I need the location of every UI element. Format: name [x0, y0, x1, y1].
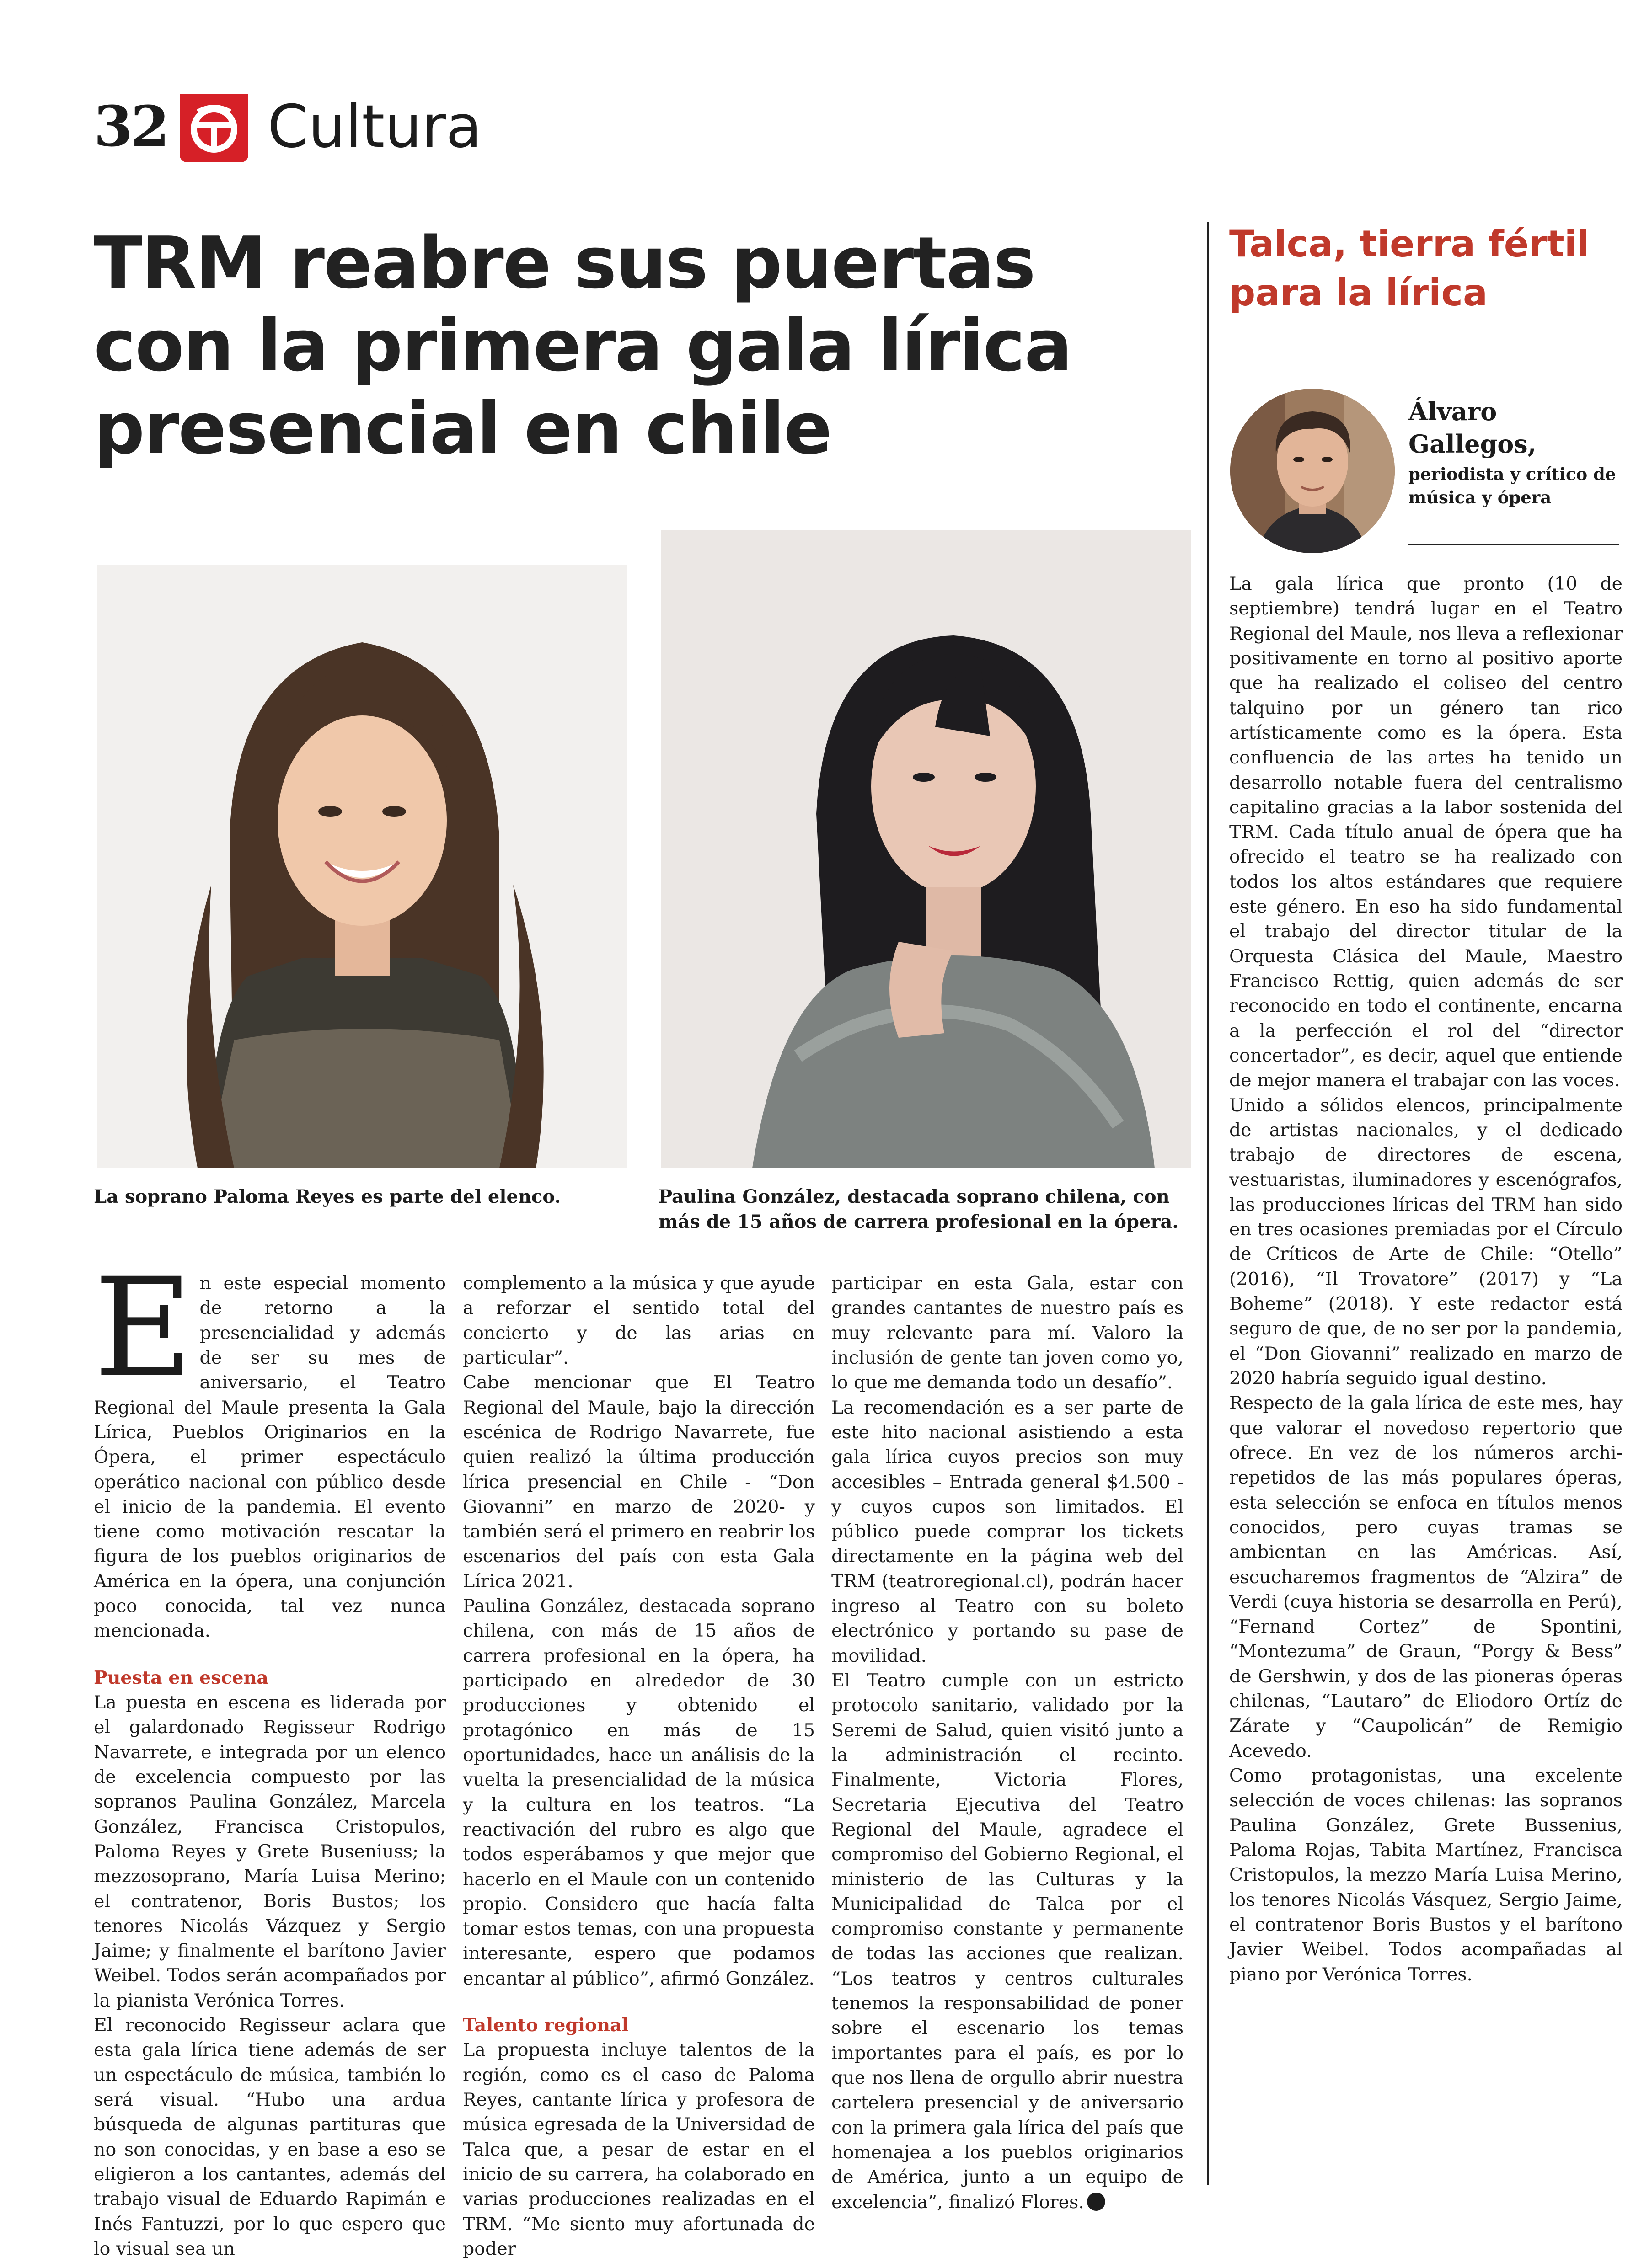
paragraph: Como protagonistas, una excelente selección de voces chilenas: las sopranos Paulina González, Grete Bussenius, Paloma Rojas, Tabita Martínez, Francisca Cristopulos, la mezzo María Luisa Merino, los tenores Nicolás Vásquez, Sergio Jaime, el contratenor Boris Bustos y el barítono Javier Weibel. Todos acompañadas al piano por Verónica Torres.: [1229, 1765, 1623, 1985]
article-column-2: [463, 1271, 815, 2261]
end-mark-icon: [1087, 2193, 1105, 2211]
article-column-1: [94, 1249, 446, 2261]
photo-paulina-gonzalez: [661, 530, 1191, 1168]
page-number: 32: [94, 93, 168, 159]
article-headline: TRM reabre sus puertas con la primera gala lírica presencial en chile: [94, 221, 1072, 470]
paragraph: Respecto de la gala lírica de este mes, hay que valorar el novedoso repertorio que ofrece. En vez de los números archi-repetidos de las más populares óperas, esta selección se enfoca en títulos menos conocidos, pero cuyas tramas se ambientan en las Américas. Así, escucharemos fragmentos de “Alzira” de Verdi (cuya historia se desarrolla en Perú), “Fernand Cortez” de Spontini, “Montezuma” de Graun, “Porgy & Bess” de Gershwin, y dos de las pioneras óperas chilenas, “Lautaro” de Eliodoro Ortíz de Zárate y “Caupolicán” de Remigio Acevedo.: [1229, 1393, 1623, 1761]
subheading: Talento regional: [463, 2015, 629, 2036]
photo-caption: La soprano Paloma Reyes es parte del elenco.: [94, 1186, 561, 1207]
opinion-title: Talca, tierra fértil para la lírica: [1229, 223, 1590, 315]
subheading: Puesta en escena: [94, 1667, 268, 1688]
section-title: Cultura: [268, 93, 482, 161]
paragraph: Paulina González, destacada soprano chilena, con más de 15 años de carrera profesional en la ópera, ha participado en alrededor de 30 producciones y obtenido el protagónico en más de 15 oportunidades, hace un análisis de la vuelta la presencialidad de la música y la cultura en los teatros. “La reactivación del rubro es algo que todos esperábamos y que mejor que hacerlo en el Maule con un contenido propio. Considero que hacía falta tomar estos temas, con una propuesta interesante, espero que podamos encantar al público”, afirmó González.: [463, 1596, 815, 1989]
paragraph: El reconocido Regisseur aclara que esta gala lírica tiene además de ser un espectáculo de música, también lo será visual. “Hubo una ardua búsqueda de algunas partituras que no son conocidas, y en base a eso se eligieron a los cantantes, además del trabajo visual de Eduardo Rapimán e Inés Fantuzzi, por lo que espero que lo visual sea un: [94, 2015, 446, 2259]
article-column-3: [831, 1271, 1183, 2215]
author-name: Álvaro Gallegos,: [1408, 397, 1537, 459]
paragraph: La puesta en escena es liderada por el galardonado Regisseur Rodrigo Navarrete, e integrada por un elenco de excelencia compuesto por las sopranos Paulina González, Marcela González, Francisca Cristopulos, Paloma Reyes y Grete Buseniuss; la mezzosoprano, María Luisa Merino; el contratenor, Boris Bustos; los tenores Nicolás Vázquez y Sergio Jaime; y finalmente el barítono Javier Weibel. Todos serán acompañados por la pianista Verónica Torres.: [94, 1692, 446, 2011]
author-divider: [1408, 544, 1619, 545]
paragraph: El Teatro cumple con un estricto protocolo sanitario, validado por la Seremi de Salud, quien visitó junto a la administración el recinto. Finalmente, Victoria Flores, Secretaria Ejecutiva del Teatro Regional del Maule, agradece el compromiso del Gobierno Regional, el ministerio de las Culturas y la Municipalidad de Talca por el compromiso constante y permanente de todas las acciones que realizan. “Los teatros y centros culturales tenemos la responsabilidad de poner sobre el escenario los temas importantes para el país, es por lo que nos llena de orgullo abrir nuestra cartelera presencial y de aniversario con la primera gala lírica del país que homenajea a los pueblos originarios de América, junto a un equipo de excelencia”, finalizó Flores.: [831, 1670, 1183, 2213]
photo-paloma-reyes: [97, 565, 627, 1168]
author-avatar: [1230, 389, 1395, 553]
paragraph: Unido a sólidos elencos, principalmente de artistas nacionales, y el dedicado trabajo de directores de escena, vestuaristas, iluminadores y escenógrafos, las producciones líricas del TRM han sido en tres ocasiones premiadas por el Círculo de Críticos de Arte de Chile: “Otello” (2016), “Il Trovatore” (2017) y “La Boheme” (2018). Y este redactor está seguro de que, de no ser por la pandemia, el “Don Giovanni” realizado en marzo de 2020 habría seguido igual destino.: [1229, 1094, 1623, 1389]
paragraph: La propuesta incluye talentos de la región, como es el caso de Paloma Reyes, cantante lírica y profesora de música egresada de la Universidad de Talca que, a pesar de estar en el inicio de su carrera, ha colaborado en varias producciones realizadas en el TRM. “Me siento muy afortunada de poder: [463, 2039, 815, 2259]
paragraph: Cabe mencionar que El Teatro Regional del Maule, bajo la dirección escénica de Rodrigo Navarrete, fue quien realizó la última producción lírica presencial en Chile - “Don Giovanni” en marzo de 2020- y también será el primero en reabrir los escenarios del país con esta Gala Lírica 2021.: [463, 1372, 815, 1592]
author-role: periodista y crítico de música y ópera: [1408, 464, 1616, 508]
drop-cap: E: [94, 1249, 193, 1408]
paragraph: participar en esta Gala, estar con grandes cantantes de nuestro país es muy relevante para mí. Valoro la inclusión de gente tan joven como yo, lo que me demanda todo un desafío”.: [831, 1273, 1183, 1393]
paragraph: complemento a la música y que ayude a reforzar el sentido total del concierto y de las arias en particular”.: [463, 1273, 815, 1368]
lead-paragraph: En este especial momento de retorno a la presencialidad y además de ser su mes de aniversario, el Teatro Regional del Maule presenta la Gala Lírica, Pueblos Originarios en la Ópera, el primer espectáculo operático nacional con público desde el inicio de la pandemia. El evento tiene como motivación rescatar la figura de los pueblos originarios de América en la ópera, una conjunción poco conocida, tal vez nunca mencionada.: [94, 1249, 446, 1642]
paragraph: La gala lírica que pronto (10 de septiembre) tendrá lugar en el Teatro Regional del Maule, nos lleva a reflexionar positivamente en torno al positivo aporte que ha realizado el coliseo del centro talquino por un género tan rico artísticamente como es la ópera. Esta confluencia de las artes ha tenido un desarrollo notable fuera del centralismo capitalino gracias a la labor sostenida del TRM. Cada título anual de ópera que ha ofrecido el teatro se ha realizado con todos los altos estándares que requiere este género. En eso ha sido fundamental el trabajo del director titular de la Orquesta Clásica del Maule, Maestro Francisco Rettig, quien además de ser reconocido en todo el continente, encarna a la perfección el rol del “director concertador”, es decir, aquel que entiende de mejor manera el trabajar con las voces.: [1229, 573, 1623, 1091]
opinion-column: [1229, 571, 1623, 1987]
photo-caption: Paulina González, destacada soprano chilena, con más de 15 años de carrera profesional en la ópera.: [659, 1186, 1179, 1233]
paragraph: La recomendación es a ser parte de este hito nacional asistiendo a esta gala lírica cuyos precios son muy accesibles – Entrada general $4.500 - y cuyos cupos son limitados. El público puede comprar los tickets directamente en la página web del TRM (teatroregional.cl), podrán hacer ingreso al Teatro con su boleto electrónico y portando su pase de movilidad.: [831, 1397, 1183, 1666]
column-divider: [1207, 222, 1209, 2185]
diario-logo-icon: [180, 94, 248, 162]
